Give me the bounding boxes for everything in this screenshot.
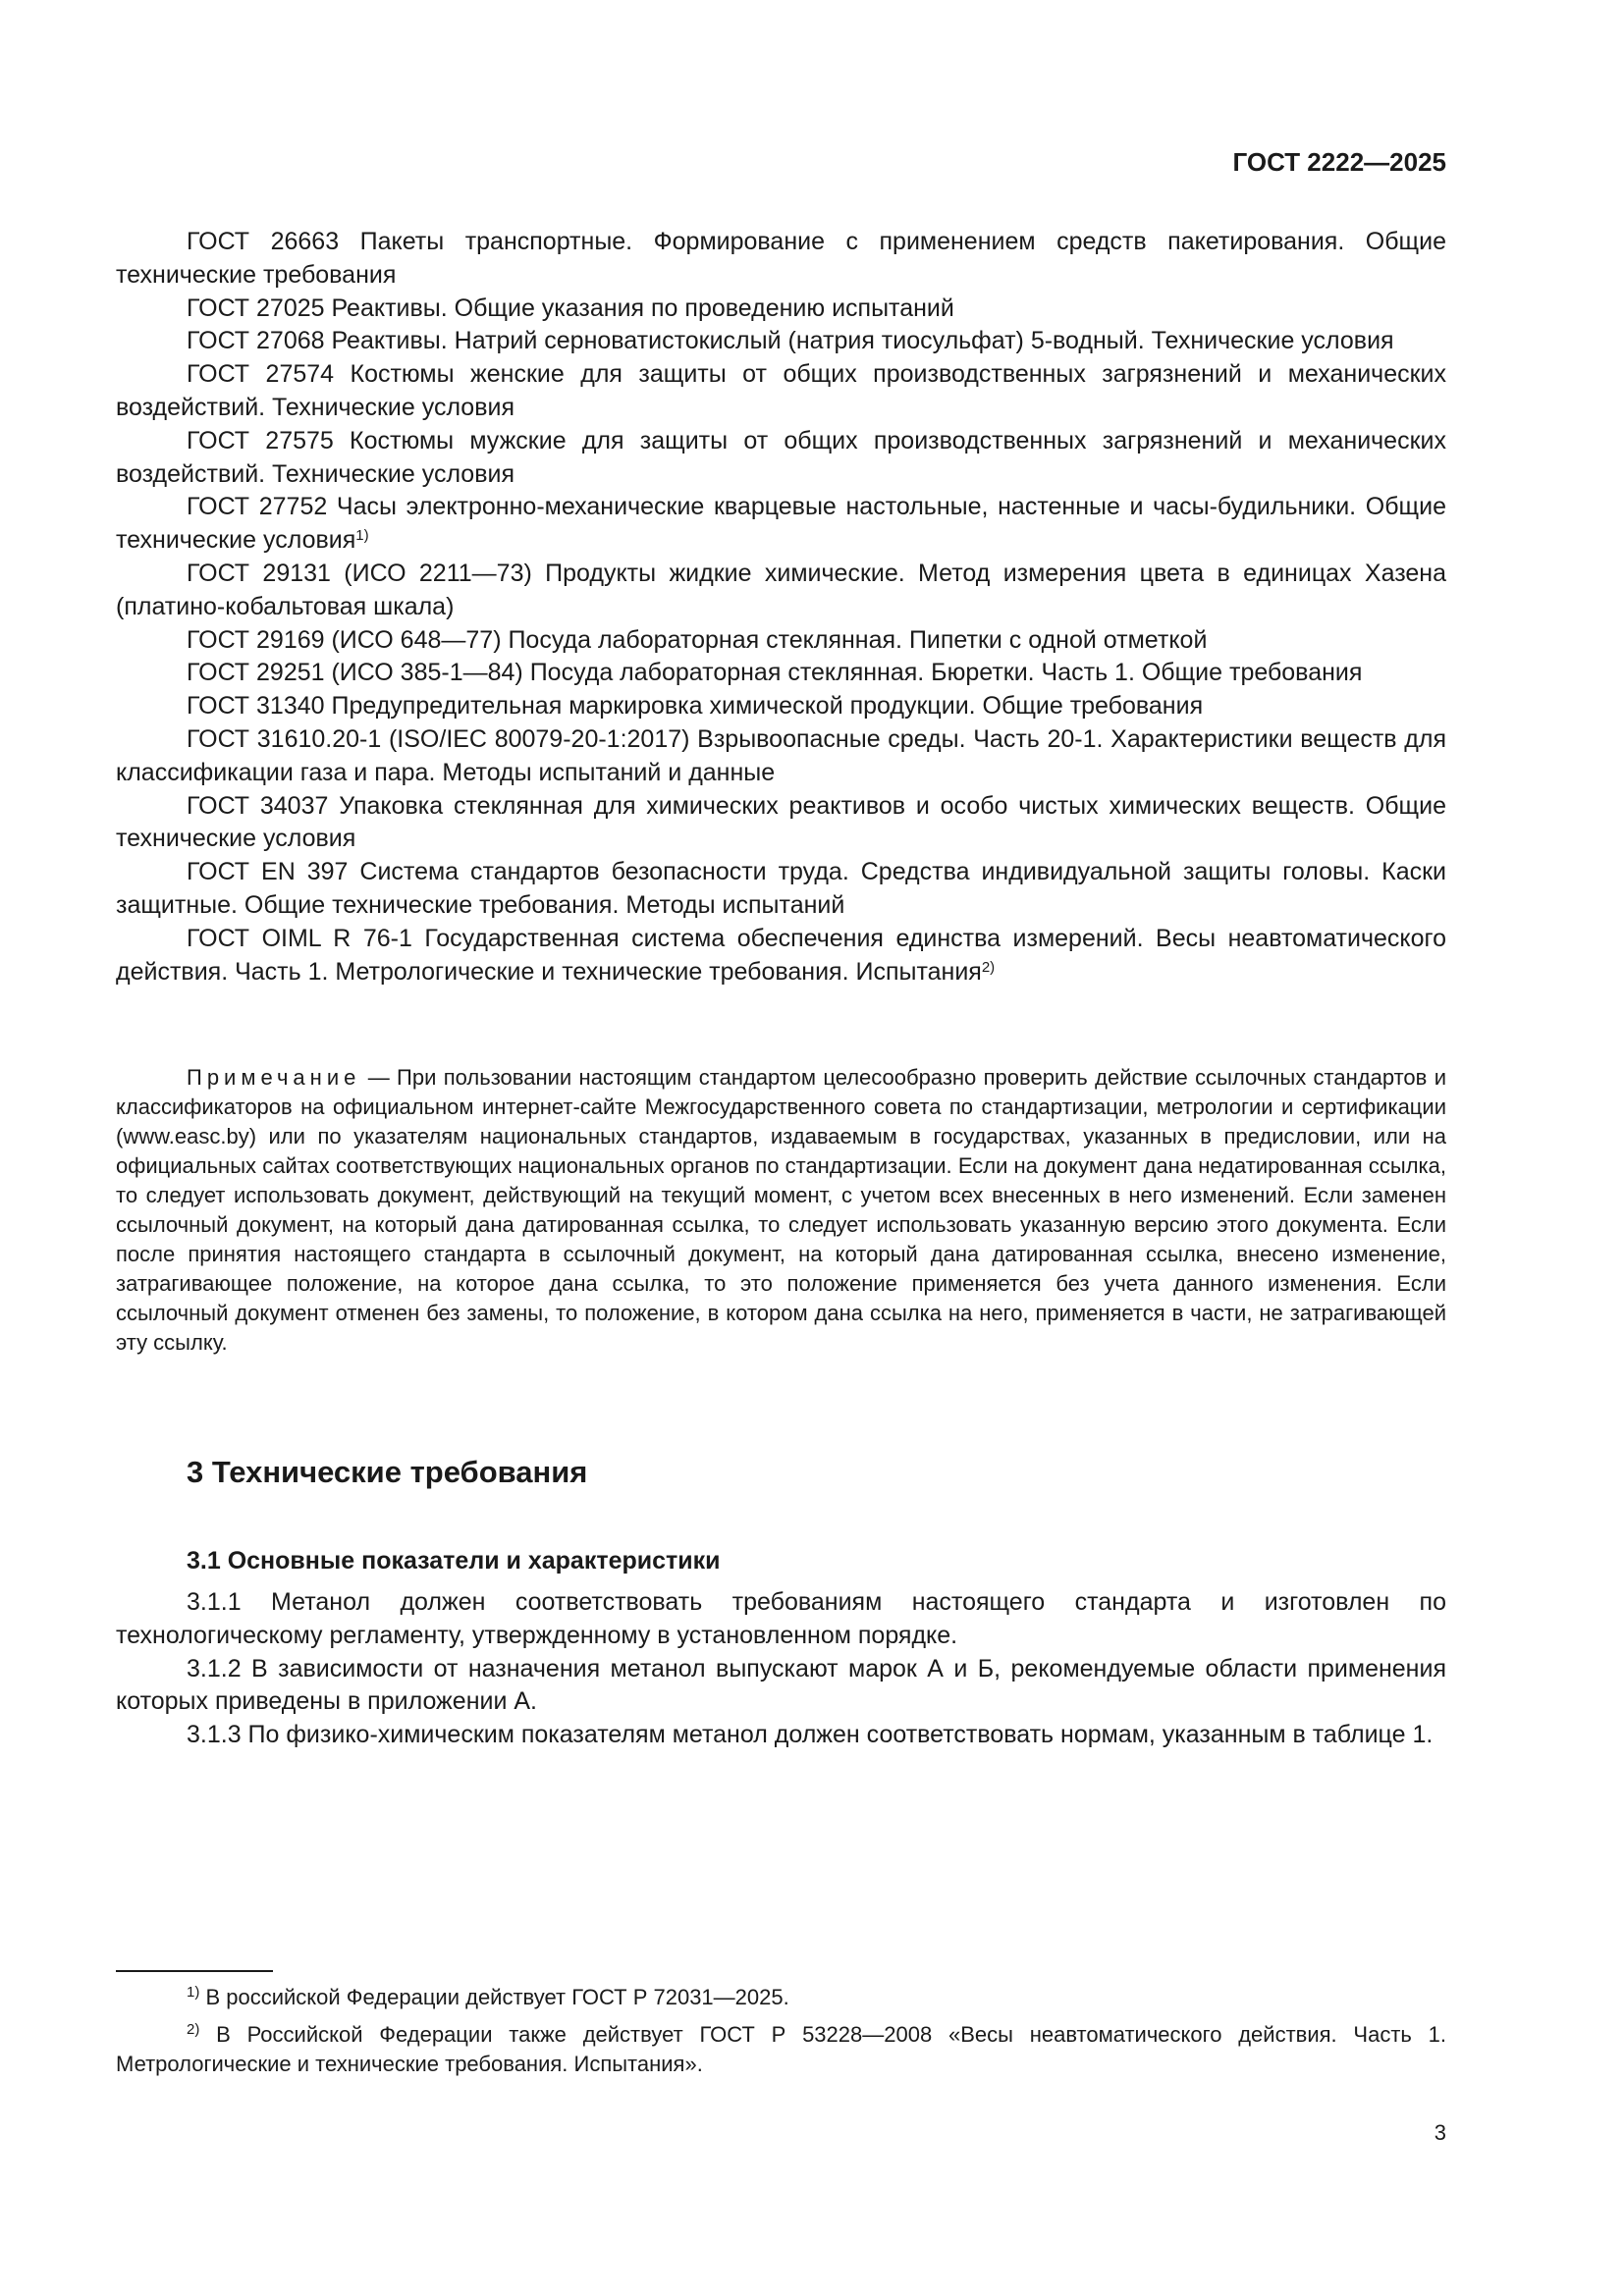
subsection-heading: 3.1 Основные показатели и характеристики (187, 1547, 721, 1575)
footnote-mark: 1) (187, 1984, 200, 2001)
reference-item: ГОСТ 27068 Реактивы. Натрий серноватистокислый (натрия тиосульфат) 5-водный. Технические условия (187, 327, 1394, 355)
reference-item: ГОСТ 31610.20-1 (ISO/IEC 80079-20-1:2017) Взрывоопасные среды. Часть 20-1. Характеристики веществ для классификации газа и пара. Методы испытаний и данные (116, 724, 1446, 786)
note-paragraph (116, 1063, 1446, 1358)
reference-item: ГОСТ 27752 Часы электронно-механические кварцевые настольные, настенные и часы-будильники. Общие технические условия$^{1)}$ (116, 493, 1446, 555)
footnote-2: $^{2)}$ В Российской Федерации также действует ГОСТ Р 53228—2008 «Весы неавтоматического действия. Часть 1. Метрологические и технические требования. Испытания». (116, 2021, 1446, 2076)
reference-item: ГОСТ 31340 Предупредительная маркировка химической продукции. Общие требования (187, 692, 1204, 721)
clause-3-1-3: 3.1.3 По физико-химическим показателям метанол должен соответствовать нормам, указанным в таблице 1. (187, 1721, 1434, 1749)
reference-item: ГОСТ 27025 Реактивы. Общие указания по проведению испытаний (187, 294, 954, 322)
reference-item: ГОСТ OIML R 76-1 Государственная система обеспечения единства измерений. Весы неавтоматического действия. Часть 1. Метрологические и технические требования. Испытания$^{2)}$ (116, 924, 1446, 986)
footnotes (116, 1983, 1446, 2087)
normative-references-list (116, 226, 1446, 988)
footnote-separator (116, 1970, 273, 1972)
clauses-list (116, 1586, 1446, 1752)
footnote-1: $^{1)}$ В российской Федерации действует ГОСТ Р 72031—2025. (187, 1984, 789, 2009)
section-heading: 3 Технические требования (187, 1455, 588, 1489)
reference-item: ГОСТ 34037 Упаковка стеклянная для химических реактивов и особо чистых химических веществ. Общие технические условия (116, 791, 1446, 853)
reference-item: ГОСТ 27574 Костюмы женские для защиты от общих производственных загрязнений и механических воздействий. Технические условия (116, 360, 1446, 421)
reference-item: ГОСТ 26663 Пакеты транспортные. Формирование с применением средств пакетирования. Общие технические требования (116, 228, 1446, 289)
clause-3-1-1: 3.1.1 Метанол должен соответствовать требованиям настоящего стандарта и изготовлен по технологическому регламенту, утвержденному в установленном порядке. (116, 1588, 1446, 1649)
document-code-header: ГОСТ 2222—2025 (1232, 147, 1446, 177)
footnote-mark: 2) (187, 2021, 200, 2038)
note-label: Примечание (187, 1065, 361, 1090)
footnote-ref-2: 2) (981, 958, 996, 976)
reference-item: ГОСТ EN 397 Система стандартов безопасности труда. Средства индивидуальной защиты головы. Каски защитные. Общие технические требования. Методы испытаний (116, 858, 1446, 919)
reference-item: ГОСТ 29131 (ИСО 2211—73) Продукты жидкие химические. Метод измерения цвета в единицах Хазена (платино-кобальтовая шкала) (116, 559, 1446, 620)
footnote-ref-1: 1) (355, 527, 369, 545)
reference-item: ГОСТ 29169 (ИСО 648—77) Посуда лабораторная стеклянная. Пипетки с одной отметкой (187, 625, 1208, 654)
reference-item: ГОСТ 27575 Костюмы мужские для защиты от общих производственных загрязнений и механических воздействий. Технические условия (116, 426, 1446, 488)
note-text: — При пользовании настоящим стандартом целесообразно проверить действие ссылочных стандартов и классификаторов на официальном интернет-сайте Межгосударственного совета по стандартизации, метрологии и сертификации (www.easc.by) или по указателям национальных стандартов, издаваемым в государствах, указанных в предисловии, или на официальных сайтах соответствующих национальных органов по стандартизации. Если на документ дана недатированная ссылка, то следует использовать документ, действующий на текущий момент, с учетом всех внесенных в него изменений. Если заменен ссылочный документ, на который дана датированная ссылка, то следует использовать указанную версию этого документа. Если после принятия настоящего стандарта в ссылочный документ, на который дана датированная ссылка, внесено изменение, затрагивающее положение, на которое дана ссылка, то это положение применяется без учета данного изменения. Если ссылочный документ отменен без замены, то положение, в котором дана ссылка на него, применяется в части, не затрагивающей эту ссылку. (116, 1065, 1446, 1355)
clause-3-1-2: 3.1.2 В зависимости от назначения метанол выпускают марок А и Б, рекомендуемые области применения которых приведены в приложении А. (116, 1654, 1446, 1716)
reference-item: ГОСТ 29251 (ИСО 385-1—84) Посуда лабораторная стеклянная. Бюретки. Часть 1. Общие требования (187, 659, 1363, 687)
page-number: 3 (1434, 2120, 1446, 2145)
